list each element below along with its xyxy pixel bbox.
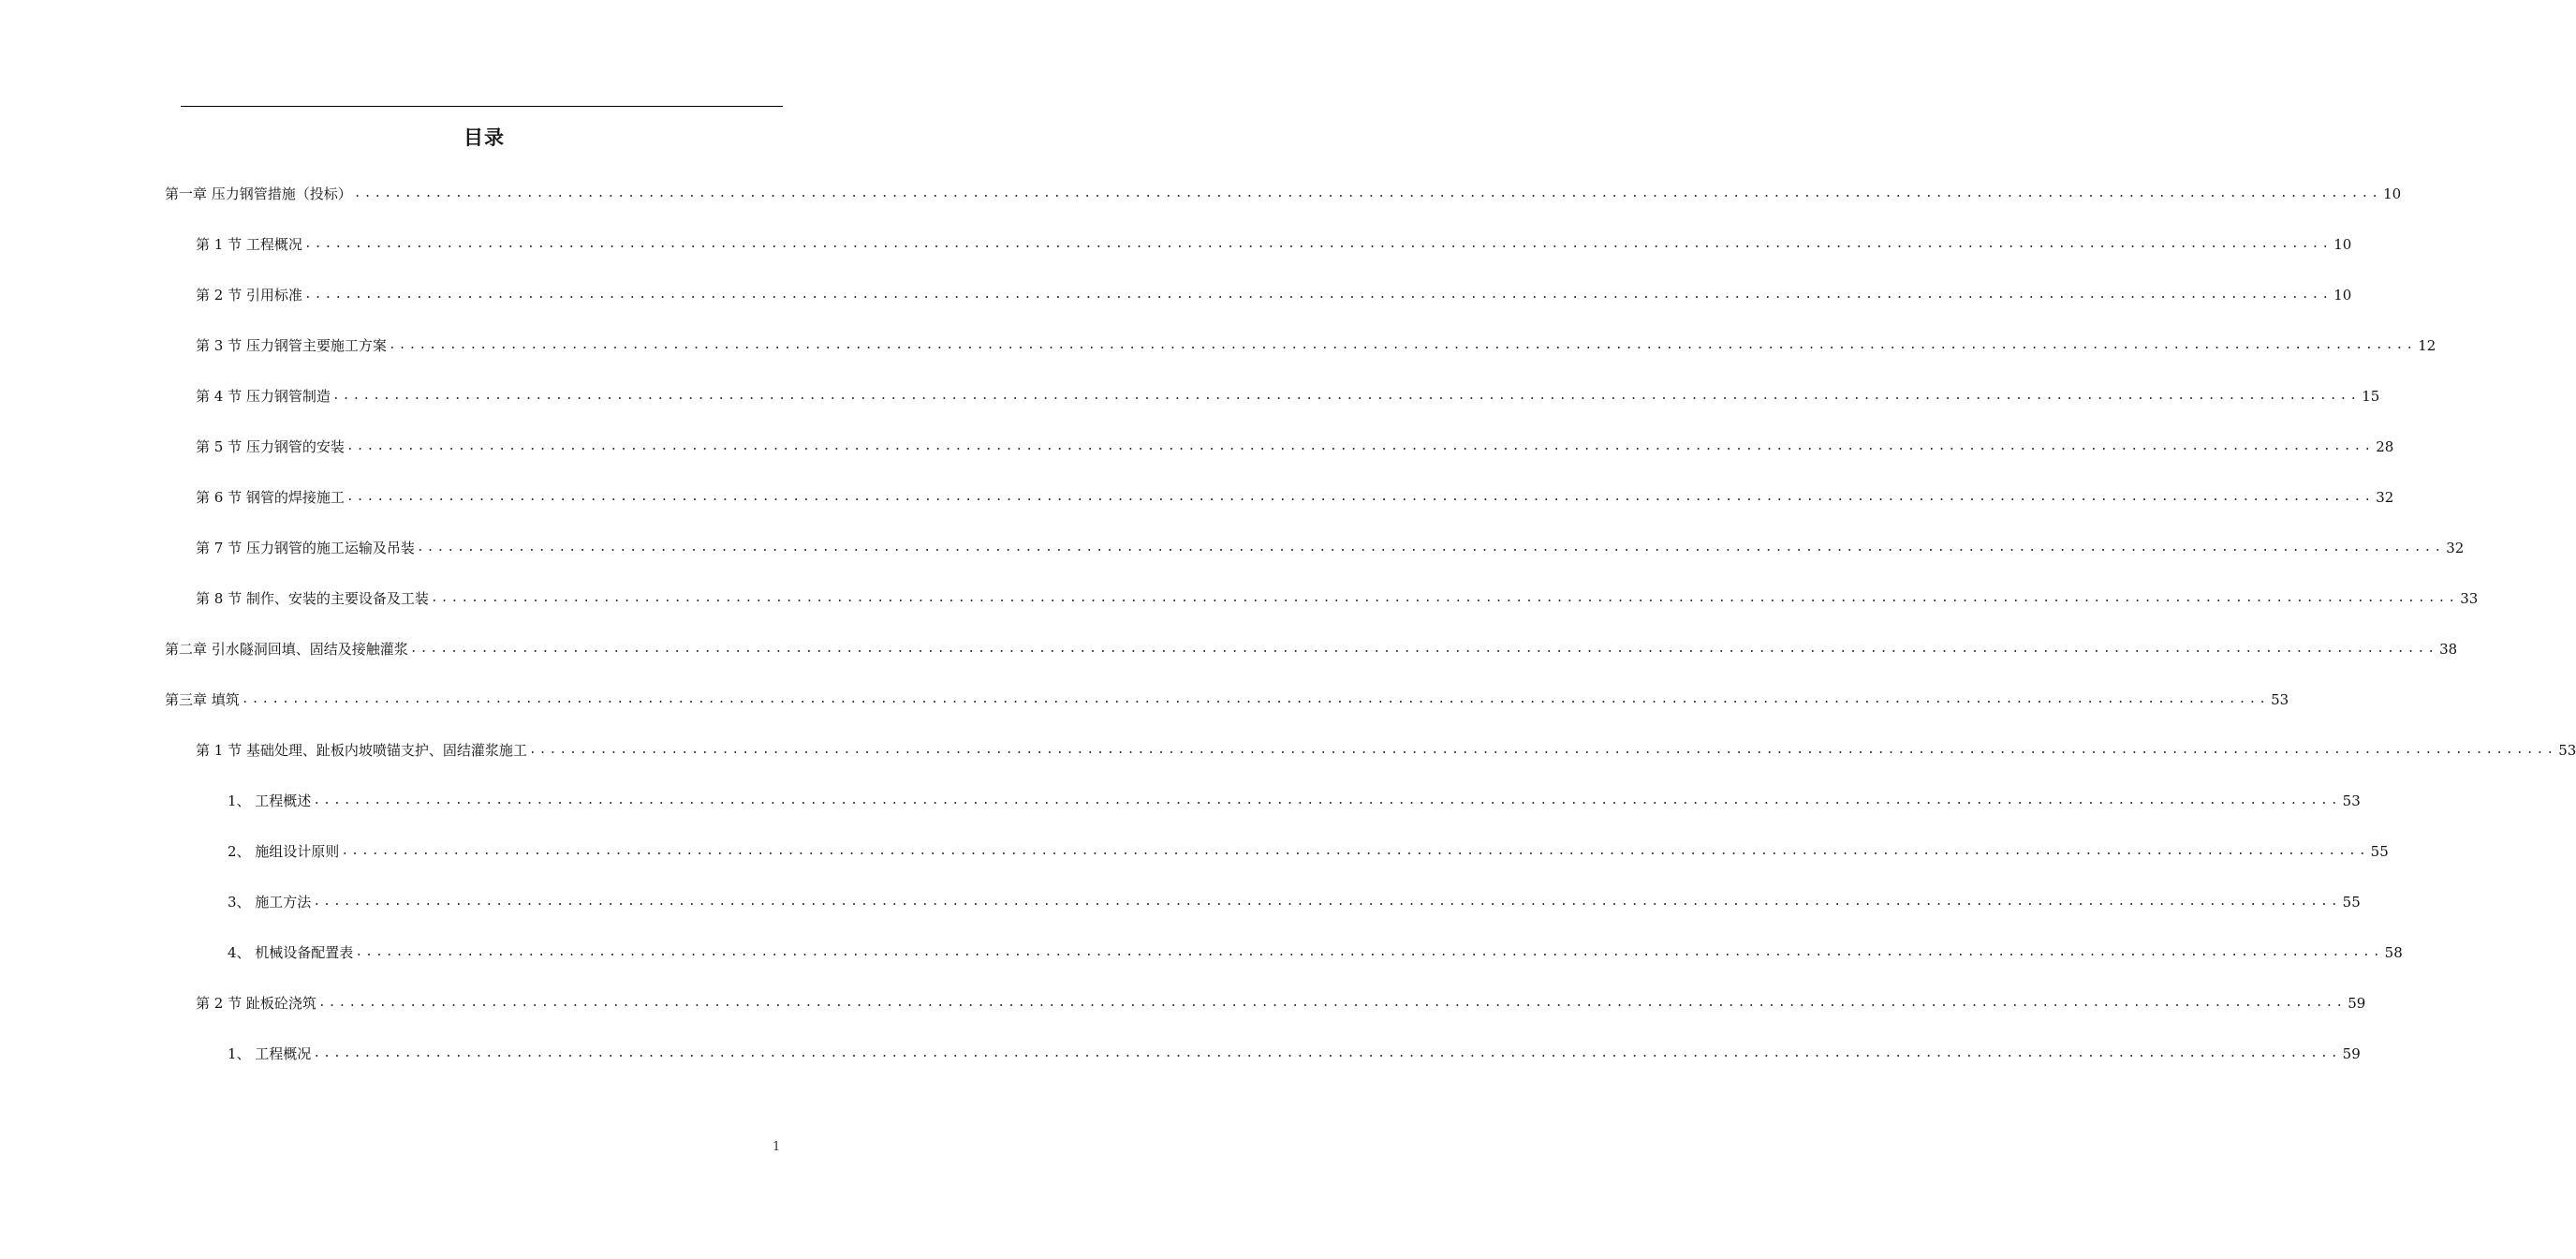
toc-entry-label: 第一章 压力钢管措施（投标） bbox=[165, 185, 352, 202]
toc-entry-leader: ........................................................................................................................................................................................................ bbox=[346, 490, 2375, 504]
toc-entry-page: 59 bbox=[2342, 1045, 2361, 1062]
toc-entry-page: 28 bbox=[2376, 438, 2394, 455]
toc-entry-leader: ........................................................................................................................................................................................................ bbox=[416, 541, 2445, 555]
toc-entry-label: 第 5 节 压力钢管的安装 bbox=[196, 438, 345, 455]
toc-entry-label: 第二章 引水隧洞回填、固结及接触灌浆 bbox=[165, 641, 408, 658]
toc-entry[interactable] bbox=[196, 484, 2394, 507]
toc-entry[interactable] bbox=[196, 737, 2576, 760]
toc-entry[interactable] bbox=[196, 990, 2366, 1013]
toc-entry[interactable] bbox=[196, 282, 2352, 304]
toc-entry[interactable] bbox=[228, 889, 2361, 911]
toc-entry-leader: ........................................................................................................................................................................................................ bbox=[528, 743, 2557, 757]
toc-entry-leader: ........................................................................................................................................................................................................ bbox=[303, 237, 2333, 251]
toc-entry-leader: ........................................................................................................................................................................................................ bbox=[353, 186, 2382, 200]
toc-entry-label: 1、 工程概况 bbox=[228, 1045, 312, 1062]
toc-entry-leader: ........................................................................................................................................................................................................ bbox=[341, 844, 2369, 858]
toc-entry-label: 第 3 节 压力钢管主要施工方案 bbox=[196, 337, 387, 354]
toc-entry-label: 1、 工程概述 bbox=[228, 792, 312, 809]
toc-entry-label: 第 1 节 工程概况 bbox=[196, 236, 302, 253]
toc-entry[interactable] bbox=[228, 940, 2403, 962]
header-rule bbox=[181, 106, 783, 107]
toc-entry-page: 53 bbox=[2271, 691, 2289, 708]
toc-entry-page: 38 bbox=[2439, 641, 2458, 658]
toc-entry-page: 53 bbox=[2558, 742, 2576, 759]
toc-entry-label: 第 7 节 压力钢管的施工运输及吊装 bbox=[196, 540, 415, 556]
toc-entry[interactable] bbox=[228, 838, 2389, 861]
toc-entry-label: 2、 施组设计原则 bbox=[228, 843, 340, 860]
toc-entry-page: 53 bbox=[2342, 792, 2361, 809]
toc-entry[interactable] bbox=[228, 1041, 2361, 1063]
toc-entry-leader: ........................................................................................................................................................................................................ bbox=[331, 389, 2361, 403]
toc-entry-page: 10 bbox=[2333, 287, 2352, 304]
toc-entry-label: 第 1 节 基础处理、趾板内坡喷锚支护、固结灌浆施工 bbox=[196, 742, 527, 759]
toc-entry-label: 第 4 节 压力钢管制造 bbox=[196, 388, 331, 405]
toc-entry-leader: ........................................................................................................................................................................................................ bbox=[241, 692, 2270, 706]
toc-entry-leader: ........................................................................................................................................................................................................ bbox=[313, 895, 2341, 909]
toc-entry-leader: ........................................................................................................................................................................................................ bbox=[346, 439, 2375, 453]
page-title: 目录 bbox=[464, 126, 505, 149]
toc-entry-label: 第 8 节 制作、安装的主要设备及工装 bbox=[196, 590, 429, 607]
toc-entry[interactable] bbox=[196, 535, 2465, 557]
toc-entry-leader: ........................................................................................................................................................................................................ bbox=[355, 945, 2383, 959]
toc-entry[interactable] bbox=[165, 181, 2402, 203]
toc-entry[interactable] bbox=[196, 231, 2352, 254]
toc-entry-page: 32 bbox=[2376, 489, 2394, 506]
toc-entry[interactable] bbox=[196, 434, 2394, 456]
toc-entry-page: 12 bbox=[2418, 337, 2436, 354]
toc-entry-label: 第 2 节 引用标准 bbox=[196, 287, 302, 304]
toc-entry-page: 55 bbox=[2342, 894, 2361, 911]
toc-entry-label: 4、 机械设备配置表 bbox=[228, 944, 354, 961]
toc-entry[interactable] bbox=[196, 585, 2479, 608]
toc-entry-leader: ........................................................................................................................................................................................................ bbox=[430, 591, 2459, 605]
toc-entry-leader: ........................................................................................................................................................................................................ bbox=[303, 288, 2333, 302]
toc-entry[interactable] bbox=[165, 636, 2458, 659]
toc-entry-leader: ........................................................................................................................................................................................................ bbox=[317, 996, 2347, 1010]
toc-entry-page: 32 bbox=[2446, 540, 2465, 556]
toc-entry-label: 第 2 节 趾板砼浇筑 bbox=[196, 995, 316, 1012]
toc-entry-page: 33 bbox=[2460, 590, 2479, 607]
page-number: 1 bbox=[773, 1140, 781, 1154]
toc-entry-label: 第三章 填筑 bbox=[165, 691, 240, 708]
toc-entry-leader: ........................................................................................................................................................................................................ bbox=[409, 642, 2438, 656]
toc-entry[interactable] bbox=[165, 687, 2289, 709]
toc-entry-leader: ........................................................................................................................................................................................................ bbox=[313, 793, 2341, 807]
toc-entry-leader: ........................................................................................................................................................................................................ bbox=[313, 1046, 2341, 1060]
toc-entry-page: 10 bbox=[2333, 236, 2352, 253]
toc-entry-label: 第 6 节 钢管的焊接施工 bbox=[196, 489, 345, 506]
toc-entry[interactable] bbox=[196, 383, 2380, 406]
toc-entry-page: 55 bbox=[2370, 843, 2389, 860]
toc-entry[interactable] bbox=[228, 788, 2361, 810]
toc-entry[interactable] bbox=[196, 333, 2436, 355]
toc-entry-page: 58 bbox=[2384, 944, 2403, 961]
toc-entry-leader: ........................................................................................................................................................................................................ bbox=[388, 338, 2417, 352]
toc-entry-label: 3、 施工方法 bbox=[228, 894, 312, 911]
toc-entry-page: 15 bbox=[2362, 388, 2380, 405]
toc-entry-page: 10 bbox=[2383, 185, 2402, 202]
toc-entry-page: 59 bbox=[2348, 995, 2366, 1012]
